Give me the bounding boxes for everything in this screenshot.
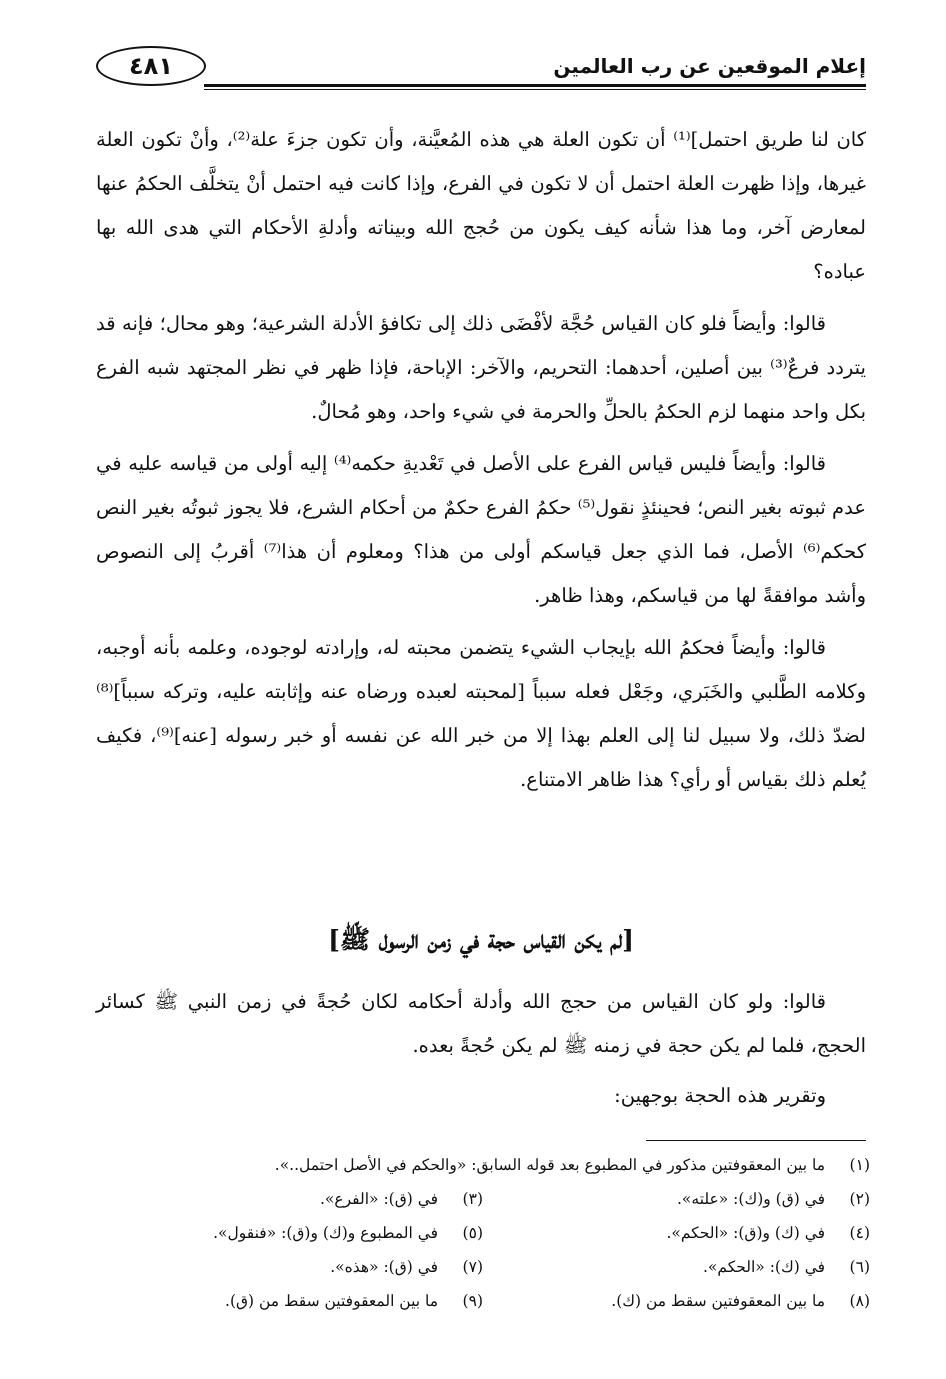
footnote-number: (٧) <box>462 1258 483 1276</box>
footnote-number: (٥) <box>462 1224 483 1242</box>
footnote <box>483 1250 870 1284</box>
footnote-text: في (ق): «هذه». <box>330 1258 439 1276</box>
header-rule <box>204 84 866 90</box>
footnote <box>96 1250 483 1284</box>
footnote-text: ما بين المعقوفتين مذكور في المطبوع بعد قوله السابق: «والحكم في الأصل احتمل..». <box>274 1156 826 1174</box>
paragraph: كان لنا طريق احتمل]⁽¹⁾ أن تكون العلة هي هذه المُعيَّنة، وأن تكون جزءَ علة⁽²⁾، وأنْ تكون العلة غيرها، وإذا ظهرت العلة احتمل أن لا تكون في الفرع، وإذا كانت فيه احتمل أنْ يتخلَّف الحكمُ عنها لمعارض آخر، وما هذا شأنه كيف يكون من حُجج الله وبيناته وأدلةِ الأحكام التي هدى الله بها عباده؟ <box>96 128 867 283</box>
footnote <box>483 1216 870 1250</box>
footnote-number: (٨) <box>849 1292 870 1310</box>
footnote-text: في (ق) و(ك): «علته». <box>676 1190 826 1208</box>
paragraph: قالوا: وأيضاً فلو كان القياس حُجَّة لأفْضَى ذلك إلى تكافؤ الأدلة الشرعية؛ وهو محال؛ فإنه قد يتردد فرعٌ⁽³⁾ بين أصلين، أحدهما: التحريم، والآخر: الإباحة، فإذا ظهر في نظر المجتهد شبه الفرع بكل واحد منهما لزم الحكمُ بالحلِّ والحرمة في شيء واحد، وهو مُحالٌ. <box>96 312 866 423</box>
footnote <box>483 1182 870 1216</box>
footnote-text: ما بين المعقوفتين سقط من (ق). <box>225 1292 439 1310</box>
paragraph: قالوا: ولو كان القياس من حجج الله وأدلة أحكامه لكان حُجةً في زمن النبي ﷺ كسائر الحجج، فلما لم يكن حجة في زمنه ﷺ لم يكن حُجةً بعده. <box>96 990 866 1057</box>
footnote-number: (٩) <box>462 1292 483 1310</box>
footnote-row <box>96 1148 870 1182</box>
footnote-text: في المطبوع و(ك) و(ق): «فنقول». <box>213 1224 439 1242</box>
footnote <box>96 1182 483 1216</box>
book-title: إعلام الموقعين عن رب العالمين <box>553 54 866 78</box>
footnote-divider <box>646 1140 866 1141</box>
footnote-number: (٢) <box>849 1190 870 1208</box>
paragraph: قالوا: وأيضاً فليس قياس الفرع على الأصل في تَعْديةِ حكمه⁽⁴⁾ إليه أولى من قياسه عليه في عدم ثبوته بغير النص؛ فحينئذٍ نقول⁽⁵⁾ حكمُ الفرع حكمٌ من أحكام الشرع، فلا يجوز ثبوتُه بغير النص كحكم⁽⁶⁾ الأصل، فما الذي جعل قياسكم أولى من هذا؟ ومعلوم أن هذا⁽⁷⁾ أقربُ إلى النصوص وأشد موافقةً لها من قياسكم، وهذا ظاهر. <box>96 452 866 607</box>
main-text <box>96 118 866 810</box>
footnote-text: ما بين المعقوفتين سقط من (ك). <box>611 1292 826 1310</box>
footnote-row <box>96 1182 870 1216</box>
footnote-number: (٣) <box>462 1190 483 1208</box>
footnote-number: (٤) <box>849 1224 870 1242</box>
footnote-number: (١) <box>849 1156 870 1174</box>
page-header <box>96 44 866 94</box>
footnote-row <box>96 1284 870 1318</box>
footnote-number: (٦) <box>849 1258 870 1276</box>
footnote <box>96 1216 483 1250</box>
footnote <box>96 1148 870 1182</box>
paragraph: قالوا: وأيضاً فحكمُ الله بإيجاب الشيء يتضمن محبته له، وإرادته لوجوده، وعلمه بأنه أوجبه، وكلامه الطَّلبي والخَبَري، وجَعْل فعله سبباً [لمحبته لعبده ورضاه عنه وإثابته عليه، وتركه سبباً]⁽⁸⁾ لضدّ ذلك، ولا سبيل لنا إلى العلم بهذا إلا من خبر الله عن نفسه أو خبر رسوله [عنه]⁽⁹⁾، فكيف يُعلم ذلك بقياس أو رأي؟ هذا ظاهر الامتناع. <box>96 636 866 791</box>
footnote <box>483 1284 870 1318</box>
paragraph: وتقرير هذه الحجة بوجهين: <box>614 1084 826 1107</box>
page-number: ٤٨١ <box>96 46 206 86</box>
section-text <box>96 980 866 1124</box>
footnote <box>96 1284 483 1318</box>
footnote-row <box>96 1216 870 1250</box>
footnote-text: في (ك) و(ق): «الحكم». <box>666 1224 826 1242</box>
footnotes <box>96 1148 870 1318</box>
section-heading: [لم يكن القياس حجة في زمن الرسول ﷺ] <box>328 925 634 954</box>
footnote-row <box>96 1250 870 1284</box>
footnote-text: في (ك): «الحكم». <box>702 1258 826 1276</box>
footnote-text: في (ق): «الفرع». <box>319 1190 439 1208</box>
